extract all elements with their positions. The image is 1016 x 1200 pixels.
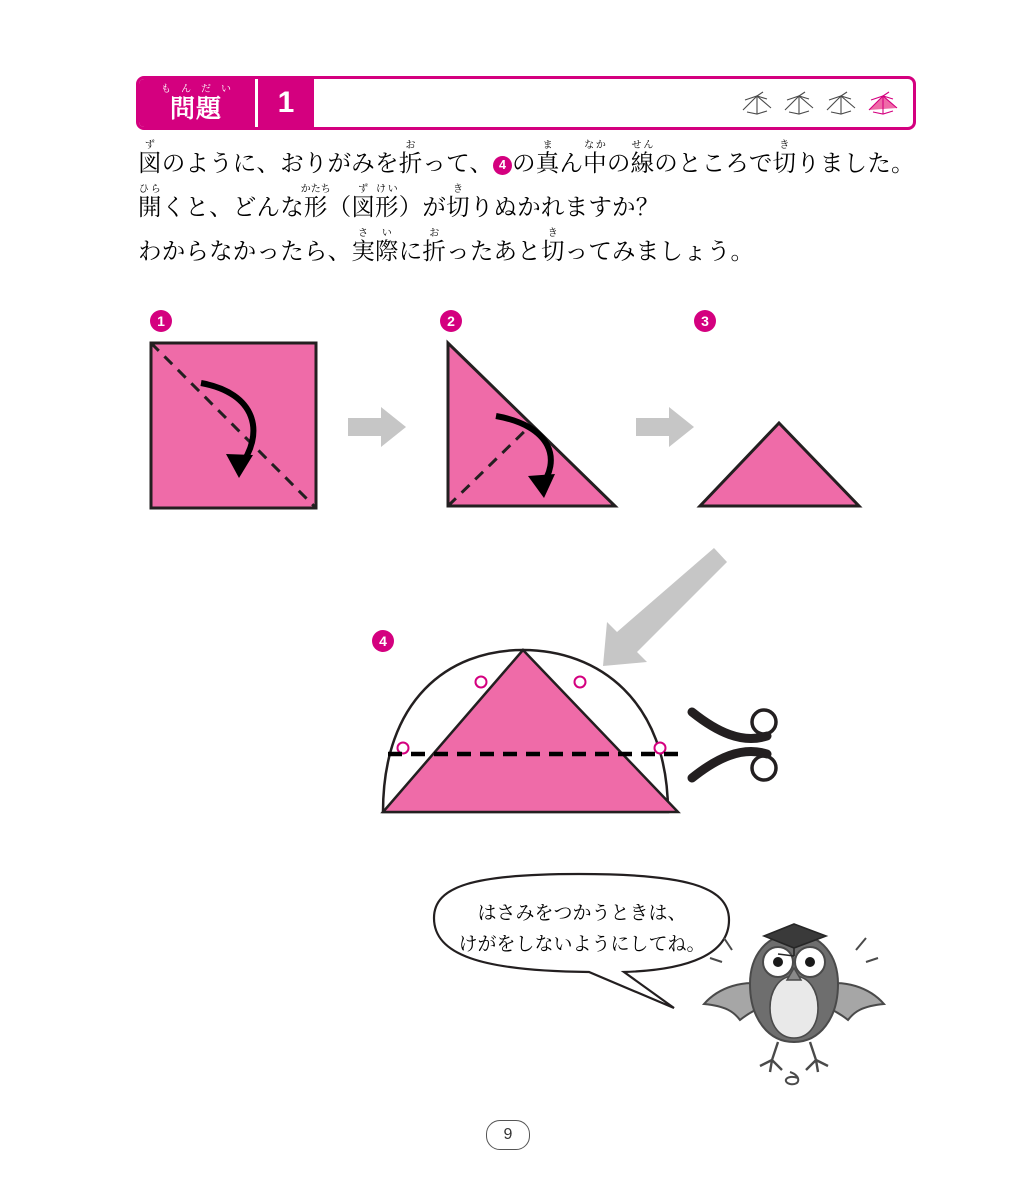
figure-step-4 xyxy=(368,640,698,825)
origami-cranes-icon xyxy=(737,88,903,118)
step-badge-1: 1 xyxy=(150,310,172,332)
statement-line-1a: 図ずのように、おりがみを折おって、 xyxy=(138,140,494,176)
inline-step-badge-4: 4 xyxy=(493,156,512,175)
page-number: 9 xyxy=(486,1120,530,1150)
arrow-right-icon-2 xyxy=(636,405,696,449)
step-badge-3: 3 xyxy=(694,310,716,332)
statement-line-3: わからなかったら、実際さいに折おったあと切きってみましょう。 xyxy=(138,228,755,264)
problem-label-ruby: もんだい xyxy=(161,83,241,95)
problem-header xyxy=(136,76,916,130)
figure-step-3 xyxy=(692,418,867,513)
statement-line-2: 開ひらくと、どんな形かたち（図ず形けい）が切きりぬかれますか？ xyxy=(138,184,660,220)
header-blank-area xyxy=(314,79,913,127)
step-badge-2: 2 xyxy=(440,310,462,332)
arrow-right-icon-1 xyxy=(348,405,408,449)
bubble-text xyxy=(452,898,712,960)
step-badge-4: 4 xyxy=(372,630,394,652)
problem-label xyxy=(139,79,255,127)
problem-number: 1 xyxy=(255,79,314,127)
figure-step-2 xyxy=(440,338,625,513)
owl-mascot-icon xyxy=(694,900,894,1090)
statement-line-1 xyxy=(138,140,938,184)
bubble-line-2: けがをしないようにしてね。 xyxy=(458,934,706,955)
scissors-icon xyxy=(672,700,782,790)
problem-label-text: 問題 xyxy=(169,94,222,123)
dashed-cut-line xyxy=(388,750,678,758)
problem-statement xyxy=(138,140,938,272)
bubble-line-1: はさみをつかうときは、 xyxy=(477,903,687,924)
statement-line-1b: の真まん中なかの線せんのところで切きりました。 xyxy=(512,140,915,176)
figure-step-1 xyxy=(146,338,321,513)
